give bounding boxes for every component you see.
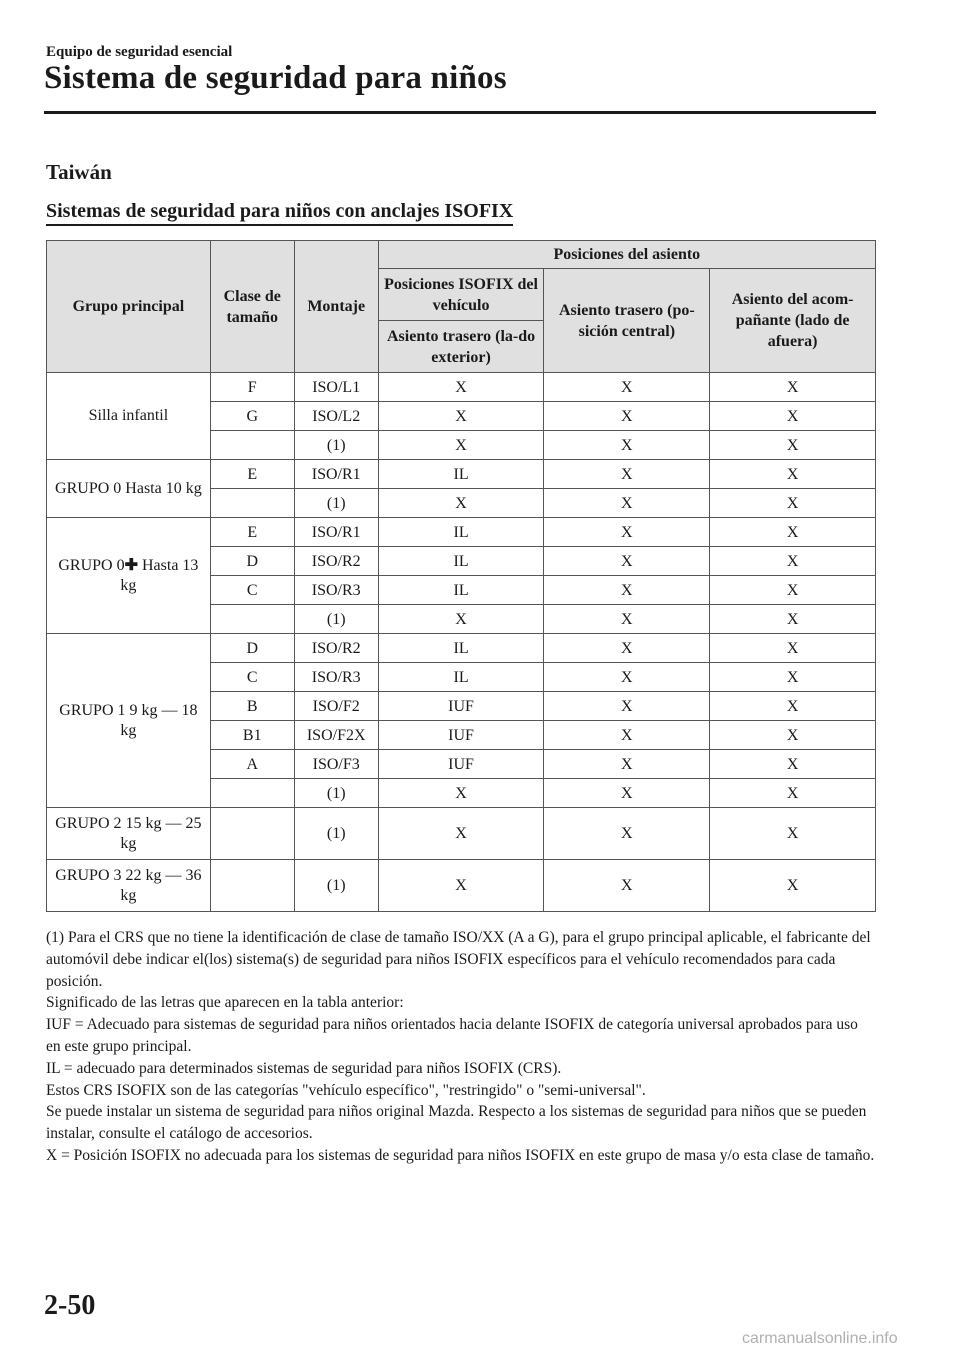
- rear-outer-cell: X: [378, 605, 544, 634]
- footnote-line: IL = adecuado para determinados sistemas de seguridad para niños ISOFIX (CRS).: [46, 1059, 562, 1077]
- group-name-cell: [47, 518, 211, 634]
- table-row: [47, 373, 876, 402]
- rear-center-cell: X: [544, 489, 710, 518]
- front-passenger-cell: X: [710, 460, 876, 489]
- size-class-cell: [210, 431, 294, 460]
- front-passenger-cell: X: [710, 489, 876, 518]
- header-size-class: Clase de tamaño: [210, 241, 294, 373]
- group-name-suffix: Hasta 13 kg: [120, 556, 199, 594]
- group-name: GRUPO 1 9 kg ― 18 kg: [59, 701, 198, 739]
- size-class-cell: E: [210, 518, 294, 547]
- rear-center-cell: X: [544, 547, 710, 576]
- rear-outer-cell: IL: [378, 518, 544, 547]
- rear-outer-cell: X: [378, 860, 544, 912]
- rear-outer-cell: IL: [378, 634, 544, 663]
- group-name-cell: [47, 460, 211, 518]
- rear-outer-cell: IL: [378, 460, 544, 489]
- rear-center-cell: X: [544, 373, 710, 402]
- rear-outer-cell: IUF: [378, 692, 544, 721]
- size-class-cell: [210, 489, 294, 518]
- table-body: [47, 373, 876, 912]
- title-divider: [44, 111, 876, 114]
- front-passenger-cell: X: [710, 860, 876, 912]
- front-passenger-cell: X: [710, 373, 876, 402]
- group-name-cell: [47, 860, 211, 912]
- header-seat-positions: Posiciones del asiento: [378, 241, 875, 269]
- mounting-cell: (1): [294, 431, 378, 460]
- size-class-cell: [210, 860, 294, 912]
- table-row: [47, 518, 876, 547]
- front-passenger-cell: X: [710, 634, 876, 663]
- rear-center-cell: X: [544, 779, 710, 808]
- front-passenger-cell: X: [710, 402, 876, 431]
- mounting-cell: (1): [294, 860, 378, 912]
- footnote-line: Se puede instalar un sistema de seguridad para niños original Mazda. Respecto a los sistemas de seguridad para niños que se pueden instalar, consulte el catálogo de accesorios.: [46, 1103, 867, 1143]
- size-class-cell: D: [210, 634, 294, 663]
- front-passenger-cell: X: [710, 547, 876, 576]
- isofix-table: [46, 240, 876, 912]
- mounting-cell: ISO/F2: [294, 692, 378, 721]
- front-passenger-cell: X: [710, 663, 876, 692]
- mounting-cell: ISO/F3: [294, 750, 378, 779]
- mounting-cell: ISO/L2: [294, 402, 378, 431]
- section-label: Equipo de seguridad esencial: [46, 44, 233, 60]
- group-name: GRUPO 2 15 kg ― 25 kg: [55, 814, 202, 852]
- front-passenger-cell: X: [710, 692, 876, 721]
- subsection-heading: Taiwán: [46, 160, 112, 184]
- front-passenger-cell: X: [710, 518, 876, 547]
- table-row: [47, 634, 876, 663]
- plus-icon: ✚: [124, 556, 138, 574]
- rear-outer-cell: IUF: [378, 721, 544, 750]
- header-rear-outer: Asiento trasero (la-do exterior): [378, 321, 544, 373]
- header-group: Grupo principal: [47, 241, 211, 373]
- front-passenger-cell: X: [710, 808, 876, 860]
- page-title: Sistema de seguridad para niños: [44, 60, 507, 96]
- group-name-cell: [47, 373, 211, 460]
- front-passenger-cell: X: [710, 576, 876, 605]
- group-name-cell: [47, 808, 211, 860]
- rear-center-cell: X: [544, 431, 710, 460]
- table-row: [47, 460, 876, 489]
- mounting-cell: (1): [294, 605, 378, 634]
- group-name: Silla infantil: [88, 407, 169, 424]
- size-class-cell: C: [210, 576, 294, 605]
- size-class-cell: E: [210, 460, 294, 489]
- watermark: carmanualsonline.info: [742, 1330, 898, 1347]
- mounting-cell: (1): [294, 779, 378, 808]
- rear-outer-cell: IL: [378, 663, 544, 692]
- group-name-cell: [47, 634, 211, 808]
- rear-center-cell: X: [544, 721, 710, 750]
- rear-outer-cell: X: [378, 808, 544, 860]
- header-mounting: Montaje: [294, 241, 378, 373]
- footnote-line: (1) Para el CRS que no tiene la identificación de clase de tamaño ISO/XX (A a G), para el grupo principal aplicable, el fabricante del automóvil debe indicar el(los) sistema(s) de seguridad para niños ISOFIX específicos para el vehículo recomendados para cada posición.: [46, 929, 871, 990]
- size-class-cell: B: [210, 692, 294, 721]
- footnotes: [46, 927, 876, 1167]
- size-class-cell: D: [210, 547, 294, 576]
- group-name: GRUPO 0: [58, 556, 125, 574]
- front-passenger-cell: X: [710, 779, 876, 808]
- page-number: 2-50: [44, 1290, 96, 1321]
- front-passenger-cell: X: [710, 431, 876, 460]
- rear-center-cell: X: [544, 576, 710, 605]
- footnote-line: Significado de las letras que aparecen en la tabla anterior:: [46, 994, 404, 1012]
- mounting-cell: ISO/F2X: [294, 721, 378, 750]
- size-class-cell: C: [210, 663, 294, 692]
- mounting-cell: ISO/R3: [294, 576, 378, 605]
- table-row: [47, 860, 876, 912]
- rear-outer-cell: X: [378, 402, 544, 431]
- size-class-cell: G: [210, 402, 294, 431]
- mounting-cell: (1): [294, 808, 378, 860]
- group-name: GRUPO 0 Hasta 10 kg: [55, 479, 202, 497]
- header-rear-center: Asiento trasero (po-sición central): [544, 269, 710, 373]
- front-passenger-cell: X: [710, 721, 876, 750]
- size-class-cell: F: [210, 373, 294, 402]
- mounting-cell: ISO/R2: [294, 634, 378, 663]
- rear-center-cell: X: [544, 402, 710, 431]
- mounting-cell: (1): [294, 489, 378, 518]
- group-name: GRUPO 3 22 kg ― 36 kg: [55, 866, 202, 904]
- size-class-cell: [210, 605, 294, 634]
- size-class-cell: B1: [210, 721, 294, 750]
- size-class-cell: A: [210, 750, 294, 779]
- header-isofix-positions: Posiciones ISOFIX del vehículo: [378, 269, 544, 321]
- rear-outer-cell: IL: [378, 576, 544, 605]
- front-passenger-cell: X: [710, 750, 876, 779]
- footnote-line: Estos CRS ISOFIX son de las categorías "vehículo específico", "restringido" o "semi-universal".: [46, 1081, 646, 1099]
- footnote-line: X = Posición ISOFIX no adecuada para los sistemas de seguridad para niños ISOFIX en este grupo de masa y/o esta clase de tamaño.: [46, 1146, 875, 1164]
- rear-outer-cell: IUF: [378, 750, 544, 779]
- mounting-cell: ISO/R2: [294, 547, 378, 576]
- rear-center-cell: X: [544, 605, 710, 634]
- table-row: [47, 808, 876, 860]
- rear-center-cell: X: [544, 692, 710, 721]
- rear-outer-cell: X: [378, 779, 544, 808]
- size-class-cell: [210, 808, 294, 860]
- rear-outer-cell: X: [378, 489, 544, 518]
- mounting-cell: ISO/R1: [294, 518, 378, 547]
- size-class-cell: [210, 779, 294, 808]
- footnote-line: IUF = Adecuado para sistemas de seguridad para niños orientados hacia delante ISOFIX de categoría universal aprobados para uso en este grupo principal.: [46, 1016, 858, 1055]
- rear-center-cell: X: [544, 663, 710, 692]
- rear-outer-cell: X: [378, 431, 544, 460]
- rear-center-cell: X: [544, 460, 710, 489]
- header-front-passenger: Asiento del acom-pañante (lado de afuera): [710, 269, 876, 373]
- rear-center-cell: X: [544, 634, 710, 663]
- mounting-cell: ISO/R1: [294, 460, 378, 489]
- front-passenger-cell: X: [710, 605, 876, 634]
- rear-center-cell: X: [544, 808, 710, 860]
- rear-outer-cell: X: [378, 373, 544, 402]
- rear-center-cell: X: [544, 860, 710, 912]
- table-title: Sistemas de seguridad para niños con anclajes ISOFIX: [46, 200, 513, 226]
- mounting-cell: ISO/R3: [294, 663, 378, 692]
- rear-center-cell: X: [544, 518, 710, 547]
- rear-outer-cell: IL: [378, 547, 544, 576]
- mounting-cell: ISO/L1: [294, 373, 378, 402]
- rear-center-cell: X: [544, 750, 710, 779]
